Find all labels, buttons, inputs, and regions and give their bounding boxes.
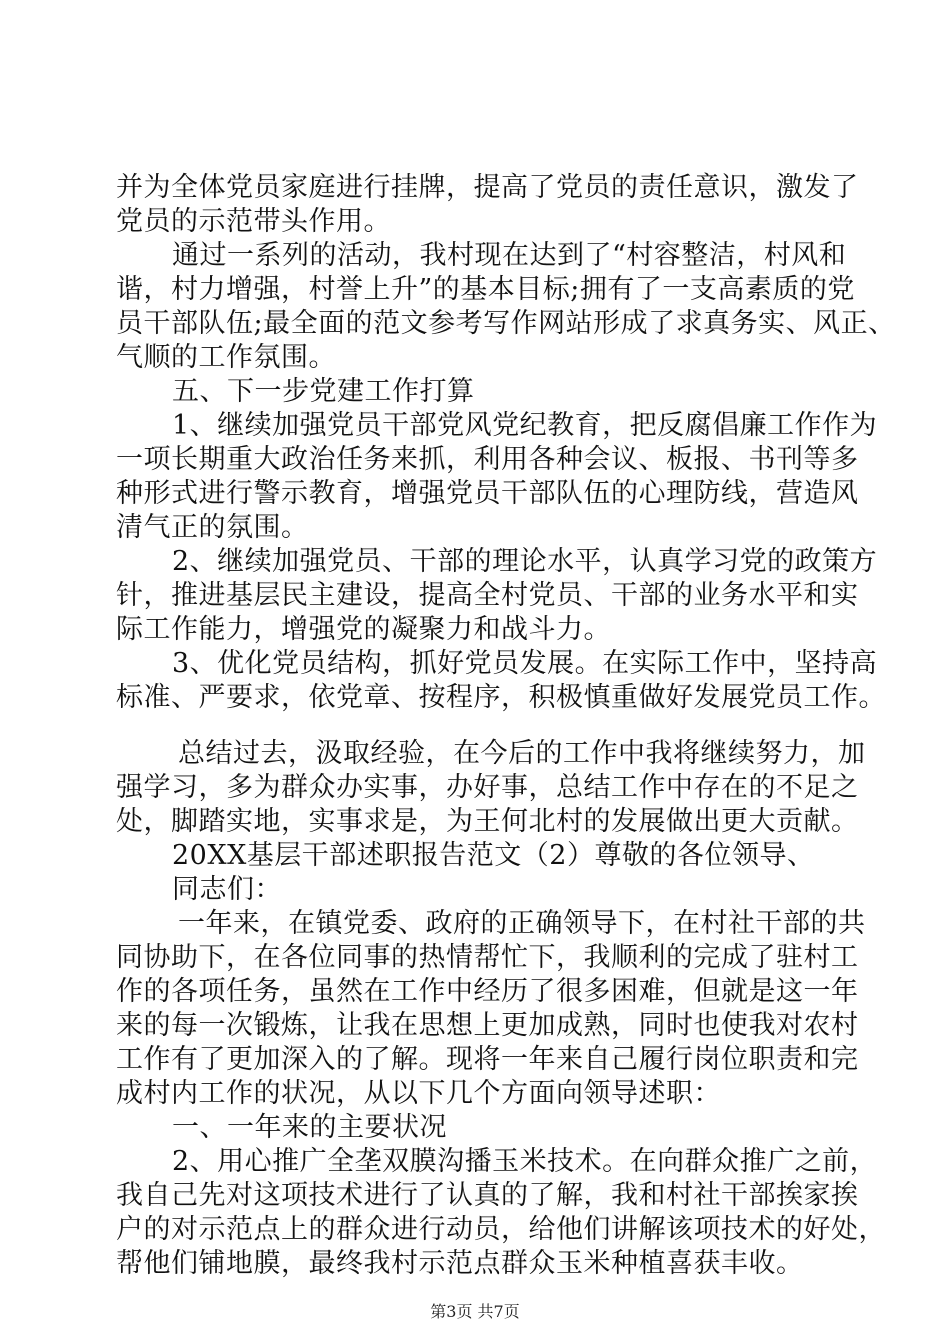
text-line: 通过一系列的活动，我村现在达到了“村容整洁，村风和 — [172, 240, 847, 271]
text-line: 3、优化党员结构，抓好党员发展。在实际工作中，坚持高 — [172, 648, 878, 679]
text-line: 气顺的工作氛围。 — [116, 342, 336, 373]
text-line: 成村内工作的状况，从以下几个方面向领导述职： — [116, 1078, 721, 1109]
text-line: 党员的示范带头作用。 — [116, 206, 391, 237]
text-line: 种形式进行警示教育，增强党员干部队伍的心理防线，营造风 — [116, 478, 859, 509]
section-heading: 20XX基层干部述职报告范文（2）尊敬的各位领导、 — [172, 840, 815, 871]
text-line: 并为全体党员家庭进行挂牌，提高了党员的责任意识，激发了 — [116, 172, 859, 203]
text-line: 清气正的氛围。 — [116, 512, 309, 543]
text-line: 谐，村力增强，村誉上升”的基本目标;拥有了一支高素质的党 — [116, 274, 855, 305]
text-line: 员干部队伍;最全面的范文参考写作网站形成了求真务实、风正、 — [116, 308, 896, 339]
text-line: 帮他们铺地膜，最终我村示范点群众玉米种植喜获丰收。 — [116, 1248, 804, 1279]
text-line: 户的对示范点上的群众进行动员，给他们讲解该项技术的好处， — [116, 1214, 886, 1245]
text-line: 处，脚踏实地，实事求是，为王何北村的发展做出更大贡献。 — [116, 806, 859, 837]
text-line: 总结过去，汲取经验，在今后的工作中我将继续努力，加 — [178, 738, 866, 769]
text-line: 2、继续加强党员、干部的理论水平，认真学习党的政策方 — [172, 546, 878, 577]
text-line: 2、用心推广全垄双膜沟播玉米技术。在向群众推广之前， — [172, 1146, 878, 1177]
text-line: 同志们： — [172, 874, 282, 905]
text-line: 作的各项任务，虽然在工作中经历了很多困难，但就是这一年 — [116, 976, 859, 1007]
text-line: 来的每一次锻炼，让我在思想上更加成熟，同时也使我对农村 — [116, 1010, 859, 1041]
text-line: 1、继续加强党员干部党风党纪教育，把反腐倡廉工作作为 — [172, 410, 878, 441]
text-line: 际工作能力，增强党的凝聚力和战斗力。 — [116, 614, 611, 645]
text-line: 我自己先对这项技术进行了认真的了解，我和村社干部挨家挨 — [116, 1180, 859, 1211]
text-line: 强学习，多为群众办实事，办好事，总结工作中存在的不足之 — [116, 772, 859, 803]
text-line: 工作有了更加深入的了解。现将一年来自己履行岗位职责和完 — [116, 1044, 859, 1075]
section-heading: 五、下一步党建工作打算 — [172, 376, 475, 407]
text-line: 针，推进基层民主建设，提高全村党员、干部的业务水平和实 — [116, 580, 859, 611]
page-number-footer: 第3页 共7页 — [430, 1302, 520, 1321]
section-heading: 一、一年来的主要状况 — [172, 1112, 447, 1143]
text-line: 一年来，在镇党委、政府的正确领导下，在村社干部的共 — [178, 908, 866, 939]
text-line: 同协助下，在各位同事的热情帮忙下，我顺利的完成了驻村工 — [116, 942, 859, 973]
text-line: 一项长期重大政治任务来抓，利用各种会议、板报、书刊等多 — [116, 444, 859, 475]
text-line: 标准、严要求，依党章、按程序，积极慎重做好发展党员工作。 — [116, 682, 886, 713]
